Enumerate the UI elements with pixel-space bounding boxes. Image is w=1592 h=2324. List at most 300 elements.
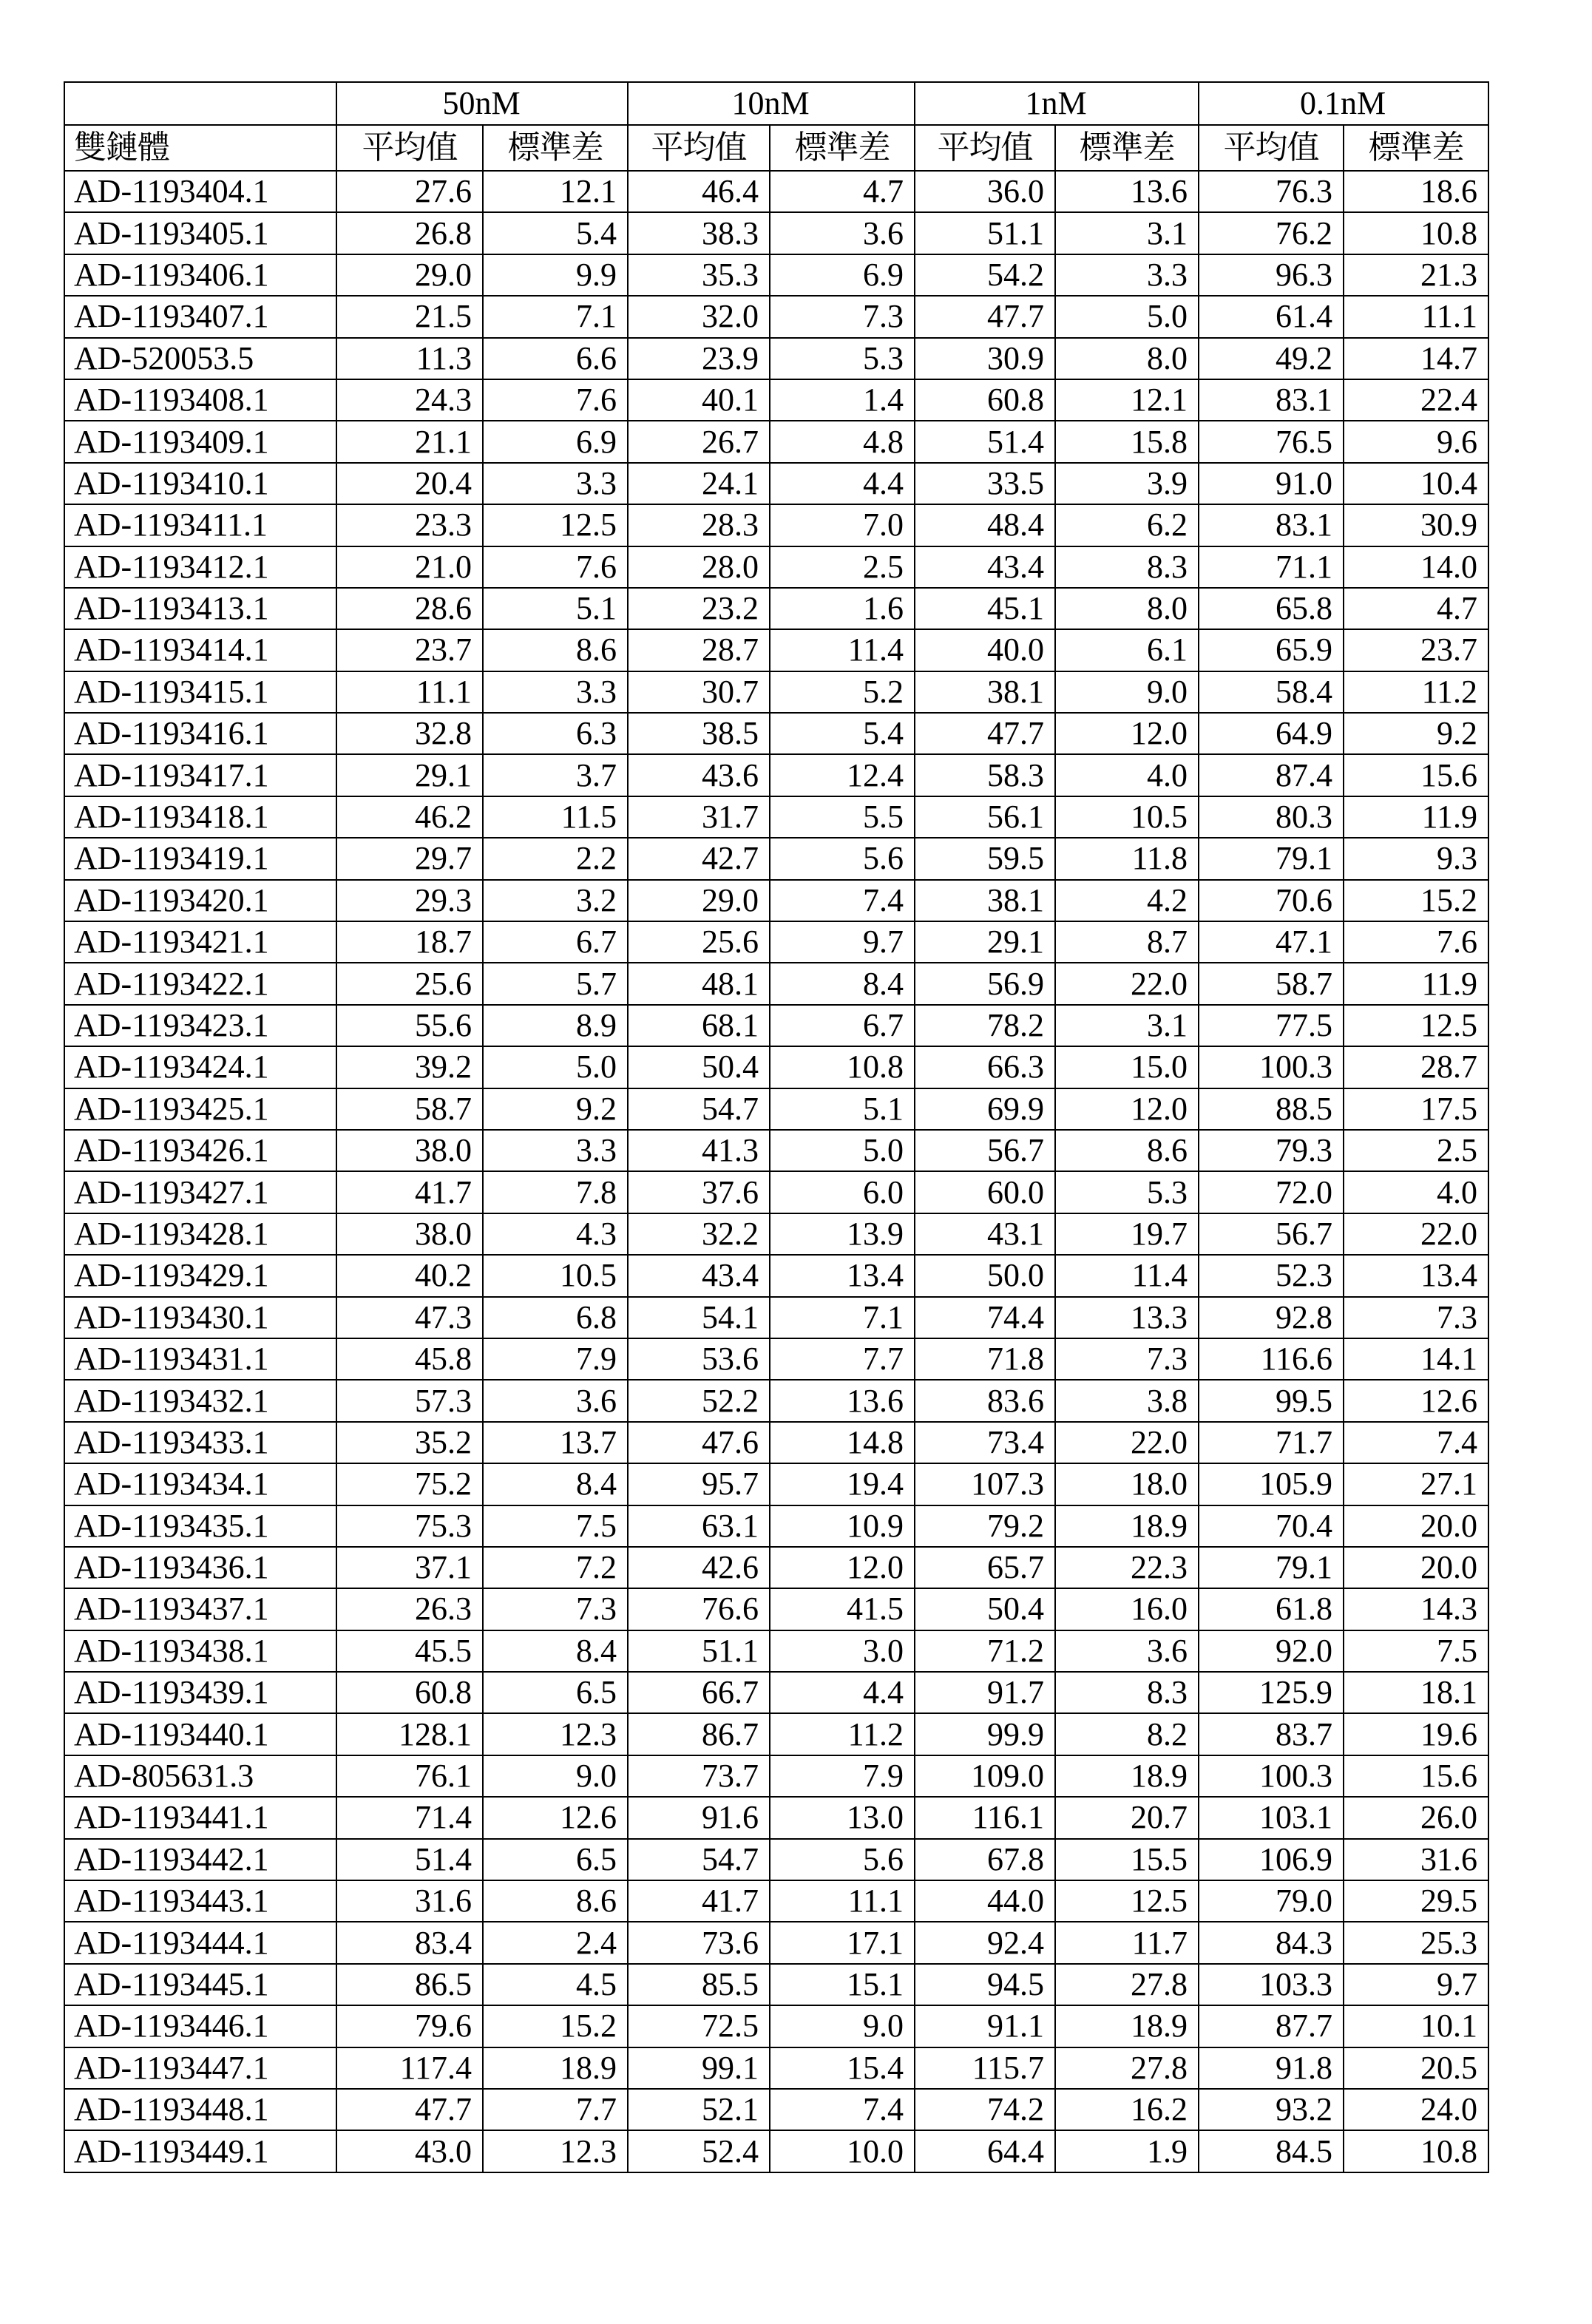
table-row [64,1213,1488,1255]
sd-10nM-cell: 11.4 [770,629,915,671]
sd-1nM-cell: 3.3 [1055,254,1199,296]
sd-1nM-cell: 4.0 [1055,754,1199,796]
sd-10nM-cell: 13.0 [770,1797,915,1838]
table-row [64,1630,1488,1672]
sd-10nM-cell: 6.7 [770,1005,915,1046]
mean-50nM-cell: 40.2 [336,1255,483,1296]
duplex-id-cell: AD-1193425.1 [64,1088,336,1130]
sd-1nM-cell: 12.0 [1055,713,1199,754]
mean-10nM-cell: 66.7 [628,1672,770,1713]
table-row [64,1088,1488,1130]
mean-10nM-cell: 95.7 [628,1463,770,1505]
table-row [64,1922,1488,1963]
mean-50nM-cell: 86.5 [336,1964,483,2005]
mean-1nM-cell: 79.2 [915,1505,1055,1547]
mean-header: 平均值 [1199,125,1344,171]
table-row [64,1880,1488,1922]
mean-1nM-cell: 43.4 [915,546,1055,588]
mean-1nM-cell: 30.9 [915,338,1055,379]
mean-10nM-cell: 72.5 [628,2005,770,2047]
sd-50nM-cell: 6.3 [483,713,628,754]
mean-0.1nM-cell: 65.9 [1199,629,1344,671]
mean-0.1nM-cell: 88.5 [1199,1088,1344,1130]
duplex-id-cell: AD-520053.5 [64,338,336,379]
mean-10nM-cell: 28.0 [628,546,770,588]
mean-0.1nM-cell: 52.3 [1199,1255,1344,1296]
sd-10nM-cell: 1.6 [770,588,915,629]
mean-50nM-cell: 60.8 [336,1672,483,1713]
sd-10nM-cell: 7.0 [770,504,915,546]
mean-0.1nM-cell: 83.1 [1199,379,1344,421]
sd-10nM-cell: 5.6 [770,838,915,879]
sd-10nM-cell: 6.0 [770,1171,915,1213]
mean-1nM-cell: 73.4 [915,1422,1055,1463]
sd-10nM-cell: 4.7 [770,171,915,212]
sd-50nM-cell: 6.6 [483,338,628,379]
mean-10nM-cell: 24.1 [628,463,770,504]
mean-1nM-cell: 74.2 [915,2089,1055,2130]
sd-50nM-cell: 4.3 [483,1213,628,1255]
mean-50nM-cell: 11.3 [336,338,483,379]
mean-50nM-cell: 57.3 [336,1380,483,1421]
table-row [64,1255,1488,1296]
sd-0.1nM-cell: 18.6 [1344,171,1488,212]
mean-1nM-cell: 45.1 [915,588,1055,629]
sd-10nM-cell: 13.6 [770,1380,915,1421]
sd-0.1nM-cell: 7.5 [1344,1630,1488,1672]
sd-1nM-cell: 8.2 [1055,1713,1199,1755]
sd-1nM-cell: 3.1 [1055,1005,1199,1046]
header-50nM: 50nM [336,82,628,125]
table-row [64,1547,1488,1588]
sd-10nM-cell: 17.1 [770,1922,915,1963]
mean-10nM-cell: 28.7 [628,629,770,671]
sd-1nM-cell: 12.1 [1055,379,1199,421]
mean-0.1nM-cell: 79.0 [1199,1880,1344,1922]
mean-1nM-cell: 50.4 [915,1588,1055,1630]
table-row [64,629,1488,671]
sd-0.1nM-cell: 9.2 [1344,713,1488,754]
sd-10nM-cell: 9.7 [770,921,915,963]
sd-50nM-cell: 3.3 [483,1130,628,1171]
duplex-id-cell: AD-1193434.1 [64,1463,336,1505]
sd-50nM-cell: 3.7 [483,754,628,796]
mean-10nM-cell: 52.4 [628,2130,770,2172]
sd-50nM-cell: 5.1 [483,588,628,629]
sd-0.1nM-cell: 11.1 [1344,296,1488,337]
mean-50nM-cell: 26.3 [336,1588,483,1630]
sd-50nM-cell: 13.7 [483,1422,628,1463]
sd-1nM-cell: 9.0 [1055,671,1199,713]
table-row [64,963,1488,1004]
mean-50nM-cell: 11.1 [336,671,483,713]
table-row [64,254,1488,296]
duplex-id-cell: AD-1193416.1 [64,713,336,754]
sd-50nM-cell: 7.9 [483,1338,628,1380]
sd-50nM-cell: 7.5 [483,1505,628,1547]
mean-50nM-cell: 46.2 [336,796,483,838]
mean-50nM-cell: 23.3 [336,504,483,546]
sd-50nM-cell: 9.2 [483,1088,628,1130]
sd-0.1nM-cell: 17.5 [1344,1088,1488,1130]
mean-1nM-cell: 74.4 [915,1297,1055,1338]
mean-1nM-cell: 47.7 [915,713,1055,754]
mean-10nM-cell: 54.7 [628,1088,770,1130]
sd-0.1nM-cell: 10.8 [1344,212,1488,254]
table-row [64,1422,1488,1463]
sd-50nM-cell: 7.2 [483,1547,628,1588]
duplex-id-cell: AD-1193426.1 [64,1130,336,1171]
mean-0.1nM-cell: 71.7 [1199,1422,1344,1463]
mean-10nM-cell: 38.3 [628,212,770,254]
sd-10nM-cell: 19.4 [770,1463,915,1505]
sd-0.1nM-cell: 18.1 [1344,1672,1488,1713]
duplex-id-cell: AD-1193406.1 [64,254,336,296]
mean-1nM-cell: 92.4 [915,1922,1055,1963]
mean-1nM-cell: 66.3 [915,1046,1055,1088]
sd-50nM-cell: 7.6 [483,546,628,588]
mean-0.1nM-cell: 99.5 [1199,1380,1344,1421]
mean-10nM-cell: 31.7 [628,796,770,838]
duplex-id-cell: AD-1193421.1 [64,921,336,963]
header-10nM: 10nM [628,82,915,125]
sd-1nM-cell: 18.0 [1055,1463,1199,1505]
sd-1nM-cell: 8.3 [1055,1672,1199,1713]
mean-50nM-cell: 128.1 [336,1713,483,1755]
table-row [64,212,1488,254]
sd-0.1nM-cell: 2.5 [1344,1130,1488,1171]
sd-1nM-cell: 3.9 [1055,463,1199,504]
sd-0.1nM-cell: 20.0 [1344,1547,1488,1588]
sd-1nM-cell: 16.0 [1055,1588,1199,1630]
duplex-id-cell: AD-1193411.1 [64,504,336,546]
mean-0.1nM-cell: 80.3 [1199,796,1344,838]
sd-10nM-cell: 15.4 [770,2047,915,2089]
mean-10nM-cell: 29.0 [628,880,770,921]
sd-50nM-cell: 12.3 [483,2130,628,2172]
sd-1nM-cell: 11.4 [1055,1255,1199,1296]
table-row [64,754,1488,796]
mean-0.1nM-cell: 49.2 [1199,338,1344,379]
duplex-id-cell: AD-1193447.1 [64,2047,336,2089]
sd-10nM-cell: 9.0 [770,2005,915,2047]
sd-1nM-cell: 20.7 [1055,1797,1199,1838]
sd-50nM-cell: 12.1 [483,171,628,212]
sd-1nM-cell: 18.9 [1055,2005,1199,2047]
mean-0.1nM-cell: 76.5 [1199,421,1344,462]
mean-50nM-cell: 35.2 [336,1422,483,1463]
sd-10nM-cell: 1.4 [770,379,915,421]
mean-10nM-cell: 32.2 [628,1213,770,1255]
mean-50nM-cell: 29.3 [336,880,483,921]
sd-50nM-cell: 8.9 [483,1005,628,1046]
sd-1nM-cell: 8.0 [1055,338,1199,379]
table-row [64,1672,1488,1713]
sd-10nM-cell: 13.4 [770,1255,915,1296]
mean-0.1nM-cell: 70.4 [1199,1505,1344,1547]
table-row [64,421,1488,462]
sd-10nM-cell: 2.5 [770,546,915,588]
duplex-id-cell: AD-1193409.1 [64,421,336,462]
mean-50nM-cell: 83.4 [336,1922,483,1963]
sd-0.1nM-cell: 28.7 [1344,1046,1488,1088]
sd-1nM-cell: 3.8 [1055,1380,1199,1421]
sd-10nM-cell: 5.5 [770,796,915,838]
sd-10nM-cell: 4.4 [770,1672,915,1713]
sd-50nM-cell: 7.6 [483,379,628,421]
sd-10nM-cell: 7.9 [770,1755,915,1797]
mean-0.1nM-cell: 61.8 [1199,1588,1344,1630]
empty-corner-cell [64,82,336,125]
mean-0.1nM-cell: 71.1 [1199,546,1344,588]
sd-10nM-cell: 7.7 [770,1338,915,1380]
sd-50nM-cell: 8.4 [483,1463,628,1505]
mean-50nM-cell: 43.0 [336,2130,483,2172]
table-row [64,2047,1488,2089]
table-row [64,546,1488,588]
duplex-id-cell: AD-1193404.1 [64,171,336,212]
table-row [64,921,1488,963]
mean-0.1nM-cell: 72.0 [1199,1171,1344,1213]
sd-0.1nM-cell: 29.5 [1344,1880,1488,1922]
mean-0.1nM-cell: 64.9 [1199,713,1344,754]
sd-50nM-cell: 4.5 [483,1964,628,2005]
sd-50nM-cell: 6.7 [483,921,628,963]
mean-0.1nM-cell: 87.7 [1199,2005,1344,2047]
table-row [64,1964,1488,2005]
table-row [64,1505,1488,1547]
sd-1nM-cell: 18.9 [1055,1505,1199,1547]
sd-1nM-cell: 13.6 [1055,171,1199,212]
mean-0.1nM-cell: 92.0 [1199,1630,1344,1672]
sd-10nM-cell: 5.6 [770,1839,915,1880]
mean-10nM-cell: 91.6 [628,1797,770,1838]
duplex-id-cell: AD-1193439.1 [64,1672,336,1713]
duplex-id-cell: AD-1193432.1 [64,1380,336,1421]
sd-0.1nM-cell: 13.4 [1344,1255,1488,1296]
mean-0.1nM-cell: 91.8 [1199,2047,1344,2089]
mean-0.1nM-cell: 91.0 [1199,463,1344,504]
mean-10nM-cell: 41.7 [628,1880,770,1922]
mean-50nM-cell: 25.6 [336,963,483,1004]
duplex-id-cell: AD-805631.3 [64,1755,336,1797]
mean-50nM-cell: 75.2 [336,1463,483,1505]
duplex-id-cell: AD-1193418.1 [64,796,336,838]
mean-header: 平均值 [915,125,1055,171]
mean-10nM-cell: 43.4 [628,1255,770,1296]
sd-50nM-cell: 7.8 [483,1171,628,1213]
mean-10nM-cell: 25.6 [628,921,770,963]
sd-50nM-cell: 5.4 [483,212,628,254]
mean-10nM-cell: 28.3 [628,504,770,546]
duplex-id-cell: AD-1193413.1 [64,588,336,629]
mean-10nM-cell: 52.2 [628,1380,770,1421]
sd-10nM-cell: 10.9 [770,1505,915,1547]
duplex-id-cell: AD-1193435.1 [64,1505,336,1547]
mean-10nM-cell: 32.0 [628,296,770,337]
sd-10nM-cell: 5.2 [770,671,915,713]
sd-header: 標準差 [1344,125,1488,171]
sd-0.1nM-cell: 10.4 [1344,463,1488,504]
mean-10nM-cell: 53.6 [628,1338,770,1380]
mean-10nM-cell: 46.4 [628,171,770,212]
sd-1nM-cell: 1.9 [1055,2130,1199,2172]
sd-50nM-cell: 7.7 [483,2089,628,2130]
mean-1nM-cell: 71.2 [915,1630,1055,1672]
sd-1nM-cell: 27.8 [1055,2047,1199,2089]
duplex-id-cell: AD-1193405.1 [64,212,336,254]
table-row [64,880,1488,921]
sd-0.1nM-cell: 19.6 [1344,1713,1488,1755]
mean-0.1nM-cell: 76.3 [1199,171,1344,212]
duplex-id-cell: AD-1193419.1 [64,838,336,879]
duplex-id-cell: AD-1193429.1 [64,1255,336,1296]
mean-1nM-cell: 59.5 [915,838,1055,879]
table-row [64,1005,1488,1046]
sd-header: 標準差 [770,125,915,171]
sd-1nM-cell: 6.1 [1055,629,1199,671]
sd-1nM-cell: 5.3 [1055,1171,1199,1213]
mean-50nM-cell: 28.6 [336,588,483,629]
sd-0.1nM-cell: 14.3 [1344,1588,1488,1630]
sd-0.1nM-cell: 7.6 [1344,921,1488,963]
mean-0.1nM-cell: 79.3 [1199,1130,1344,1171]
sd-10nM-cell: 13.9 [770,1213,915,1255]
mean-1nM-cell: 56.7 [915,1130,1055,1171]
mean-50nM-cell: 75.3 [336,1505,483,1547]
table-row [64,1463,1488,1505]
sd-1nM-cell: 8.3 [1055,546,1199,588]
mean-10nM-cell: 47.6 [628,1422,770,1463]
mean-1nM-cell: 50.0 [915,1255,1055,1296]
mean-1nM-cell: 64.4 [915,2130,1055,2172]
sd-1nM-cell: 11.7 [1055,1922,1199,1963]
duplex-id-cell: AD-1193420.1 [64,880,336,921]
sd-0.1nM-cell: 4.0 [1344,1171,1488,1213]
duplex-id-cell: AD-1193448.1 [64,2089,336,2130]
sd-0.1nM-cell: 21.3 [1344,254,1488,296]
sd-10nM-cell: 41.5 [770,1588,915,1630]
duplex-id-cell: AD-1193437.1 [64,1588,336,1630]
mean-1nM-cell: 56.9 [915,963,1055,1004]
sd-0.1nM-cell: 15.6 [1344,754,1488,796]
table-row [64,1797,1488,1838]
sd-0.1nM-cell: 12.5 [1344,1005,1488,1046]
mean-50nM-cell: 47.3 [336,1297,483,1338]
table-row [64,338,1488,379]
mean-header: 平均值 [336,125,483,171]
duplex-id-cell: AD-1193441.1 [64,1797,336,1838]
mean-1nM-cell: 60.8 [915,379,1055,421]
duplex-id-cell: AD-1193442.1 [64,1839,336,1880]
duplex-results-table [64,81,1489,2173]
sd-0.1nM-cell: 20.0 [1344,1505,1488,1547]
mean-10nM-cell: 76.6 [628,1588,770,1630]
sd-10nM-cell: 10.8 [770,1046,915,1088]
table-row [64,1046,1488,1088]
table-row [64,2005,1488,2047]
mean-50nM-cell: 21.0 [336,546,483,588]
mean-50nM-cell: 58.7 [336,1088,483,1130]
mean-0.1nM-cell: 105.9 [1199,1463,1344,1505]
table-row [64,1588,1488,1630]
sd-10nM-cell: 7.4 [770,880,915,921]
mean-50nM-cell: 18.7 [336,921,483,963]
mean-50nM-cell: 29.1 [336,754,483,796]
mean-1nM-cell: 116.1 [915,1797,1055,1838]
mean-50nM-cell: 23.7 [336,629,483,671]
mean-1nM-cell: 48.4 [915,504,1055,546]
duplex-id-cell: AD-1193438.1 [64,1630,336,1672]
sd-1nM-cell: 8.6 [1055,1130,1199,1171]
mean-0.1nM-cell: 100.3 [1199,1046,1344,1088]
table-row [64,2089,1488,2130]
sd-10nM-cell: 6.9 [770,254,915,296]
sd-10nM-cell: 15.1 [770,1964,915,2005]
mean-1nM-cell: 91.1 [915,2005,1055,2047]
mean-10nM-cell: 54.1 [628,1297,770,1338]
sd-0.1nM-cell: 11.9 [1344,963,1488,1004]
mean-50nM-cell: 76.1 [336,1755,483,1797]
mean-10nM-cell: 85.5 [628,1964,770,2005]
mean-1nM-cell: 69.9 [915,1088,1055,1130]
mean-0.1nM-cell: 87.4 [1199,754,1344,796]
mean-50nM-cell: 37.1 [336,1547,483,1588]
table-row [64,588,1488,629]
sd-1nM-cell: 12.0 [1055,1088,1199,1130]
table-row [64,838,1488,879]
table-row [64,1713,1488,1755]
sd-10nM-cell: 5.3 [770,338,915,379]
sd-0.1nM-cell: 7.3 [1344,1297,1488,1338]
mean-1nM-cell: 107.3 [915,1463,1055,1505]
mean-50nM-cell: 39.2 [336,1046,483,1088]
mean-0.1nM-cell: 56.7 [1199,1213,1344,1255]
mean-50nM-cell: 31.6 [336,1880,483,1922]
mean-10nM-cell: 52.1 [628,2089,770,2130]
mean-1nM-cell: 40.0 [915,629,1055,671]
duplex-id-cell: AD-1193446.1 [64,2005,336,2047]
sd-1nM-cell: 11.8 [1055,838,1199,879]
duplex-id-cell: AD-1193433.1 [64,1422,336,1463]
mean-10nM-cell: 51.1 [628,1630,770,1672]
mean-0.1nM-cell: 116.6 [1199,1338,1344,1380]
mean-50nM-cell: 45.5 [336,1630,483,1672]
mean-0.1nM-cell: 84.5 [1199,2130,1344,2172]
sd-50nM-cell: 8.6 [483,629,628,671]
mean-10nM-cell: 86.7 [628,1713,770,1755]
mean-1nM-cell: 51.1 [915,212,1055,254]
sd-10nM-cell: 12.4 [770,754,915,796]
mean-50nM-cell: 24.3 [336,379,483,421]
sd-0.1nM-cell: 25.3 [1344,1922,1488,1963]
mean-50nM-cell: 29.7 [336,838,483,879]
duplex-id-cell: AD-1193431.1 [64,1338,336,1380]
mean-10nM-cell: 68.1 [628,1005,770,1046]
mean-50nM-cell: 45.8 [336,1338,483,1380]
duplex-id-cell: AD-1193412.1 [64,546,336,588]
sd-50nM-cell: 6.9 [483,421,628,462]
sd-50nM-cell: 7.1 [483,296,628,337]
mean-1nM-cell: 38.1 [915,671,1055,713]
mean-0.1nM-cell: 84.3 [1199,1922,1344,1963]
sd-0.1nM-cell: 11.2 [1344,671,1488,713]
sd-50nM-cell: 6.5 [483,1839,628,1880]
mean-1nM-cell: 58.3 [915,754,1055,796]
table-row [64,171,1488,212]
sd-1nM-cell: 22.3 [1055,1547,1199,1588]
sd-1nM-cell: 15.8 [1055,421,1199,462]
